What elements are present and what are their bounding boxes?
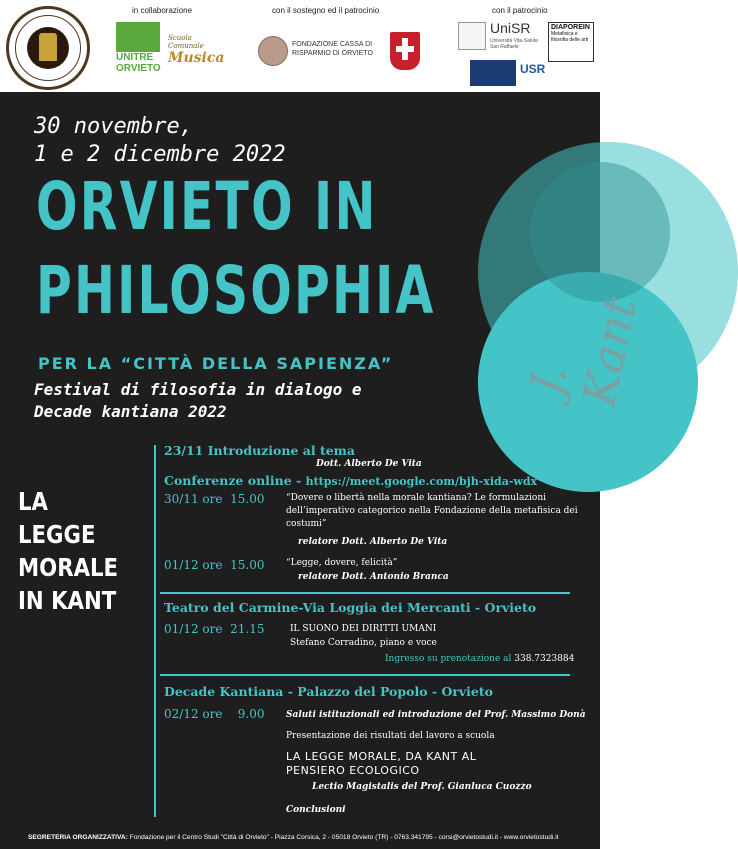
program-divider — [160, 592, 570, 594]
event-title: IL SUONO DEI DIRITTI UMANI — [290, 624, 437, 634]
event-title: “Dovere o libertà nella morale kantiana? Le formulazioni dell’imperativo categorico nella Fondazione della metafisica dei costumi” — [286, 493, 578, 529]
kant-signature-icon: J. Kant — [518, 292, 648, 411]
lecture-title-line1: LA LEGGE MORALE, DA KANT AL — [286, 750, 477, 763]
lecture-speaker: Lectio Magistalis del Prof. Gianluca Cuozzo — [312, 782, 532, 792]
event-performers: Stefano Corradino, piano e voce — [290, 638, 437, 648]
unisr-logo: UniSR — [490, 20, 531, 36]
unisr-emblem-icon — [458, 22, 486, 50]
intro-heading: 23/11 Introduzione al tema — [164, 443, 355, 458]
intro-speaker: Dott. Alberto De Vita — [316, 459, 422, 469]
decorative-circle — [530, 162, 670, 302]
program-divider-vertical — [154, 445, 156, 817]
usr-logo: USR — [520, 62, 546, 76]
program-divider — [160, 674, 570, 676]
event-datetime: 01/12 ore 15.00 — [164, 558, 265, 572]
event-datetime: 02/12 ore 9.00 — [164, 707, 265, 721]
event-datetime: 01/12 ore 21.15 — [164, 622, 265, 636]
event-speaker: relatore Dott. Antonio Branca — [298, 572, 449, 582]
footer-label: SEGRETERIA ORGANIZZATIVA: — [28, 834, 128, 841]
cassa-risparmio-emblem-icon — [258, 36, 288, 66]
support-label: con il sostegno ed il patrocinio — [272, 6, 380, 15]
festival-title-line1: ORVIETO IN — [36, 168, 378, 245]
footer — [0, 829, 600, 849]
lecture-title-line2: PENSIERO ECOLOGICO — [286, 764, 420, 777]
online-meeting-link[interactable]: https://meet.google.com/bjh-xida-wdx — [305, 475, 538, 488]
sfi-logo — [470, 60, 516, 86]
festival-subtitle: PER LA “CITTÀ DELLA SAPIENZA” — [38, 354, 394, 373]
booking-phone[interactable]: 338.7323884 — [514, 654, 575, 664]
diaporein-logo: DIAPOREIN Metafisica e filosofia delle arti — [548, 22, 594, 62]
presentation-text: Presentazione dei risultati del lavoro a scuola — [286, 731, 495, 741]
unitre-logo: UNITRE ORVIETO — [116, 22, 166, 84]
footer-text: Fondazione per il Centro Studi "Città di Orvieto" - Piazza Corsica, 2 - 05018 Orvieto (TR) - 0763.341795 - corsi@orvietostudi.it - www.orvietostudi.it — [127, 834, 559, 841]
footer-contact — [28, 834, 559, 841]
event-datetime: 30/11 ore 15.00 — [164, 492, 265, 506]
online-heading: Conferenze online - https://meet.google.com/bjh-xida-wdx — [164, 473, 538, 488]
greeting-text: Saluti istituzionali ed introduzione del Prof. Massimo Donà — [286, 710, 586, 720]
event-dates-line1: 30 novembre, — [34, 114, 193, 139]
booking-info: Ingresso su prenotazione al 338.7323884 — [385, 654, 575, 664]
conclusion-text: Conclusioni — [286, 805, 346, 815]
teatro-heading: Teatro del Carmine-Via Loggia dei Mercanti - Orvieto — [164, 600, 537, 615]
scuola-musica-logo: Scuola Comunale Musica — [168, 34, 225, 66]
event-dates-line2: 1 e 2 dicembre 2022 — [34, 142, 286, 167]
festival-tagline-line2: Decade kantiana 2022 — [34, 402, 227, 421]
festival-tagline-line1: Festival di filosofia in dialogo e — [34, 380, 362, 399]
comune-orvieto-shield-icon — [390, 32, 420, 70]
collaboration-label: in collaborazione — [132, 6, 193, 15]
patronage-label: con il patrocinio — [492, 6, 548, 15]
theme-title: LA LEGGE MORALE IN KANT — [18, 487, 119, 615]
cassa-risparmio-name: FONDAZIONE CASSA DI RISPARMIO DI ORVIETO — [292, 41, 373, 57]
festival-title-line2: PHILOSOPHIA — [36, 252, 436, 329]
sponsor-bar — [0, 0, 600, 92]
event-title: “Legge, dovere, felicità” — [286, 558, 398, 568]
unisr-subtitle: Università Vita-Salute San Raffaele — [490, 38, 538, 50]
event-speaker: relatore Dott. Alberto De Vita — [298, 537, 448, 547]
centro-studi-seal-logo — [6, 6, 90, 90]
decade-heading: Decade Kantiana - Palazzo del Popolo - Orvieto — [164, 684, 493, 699]
